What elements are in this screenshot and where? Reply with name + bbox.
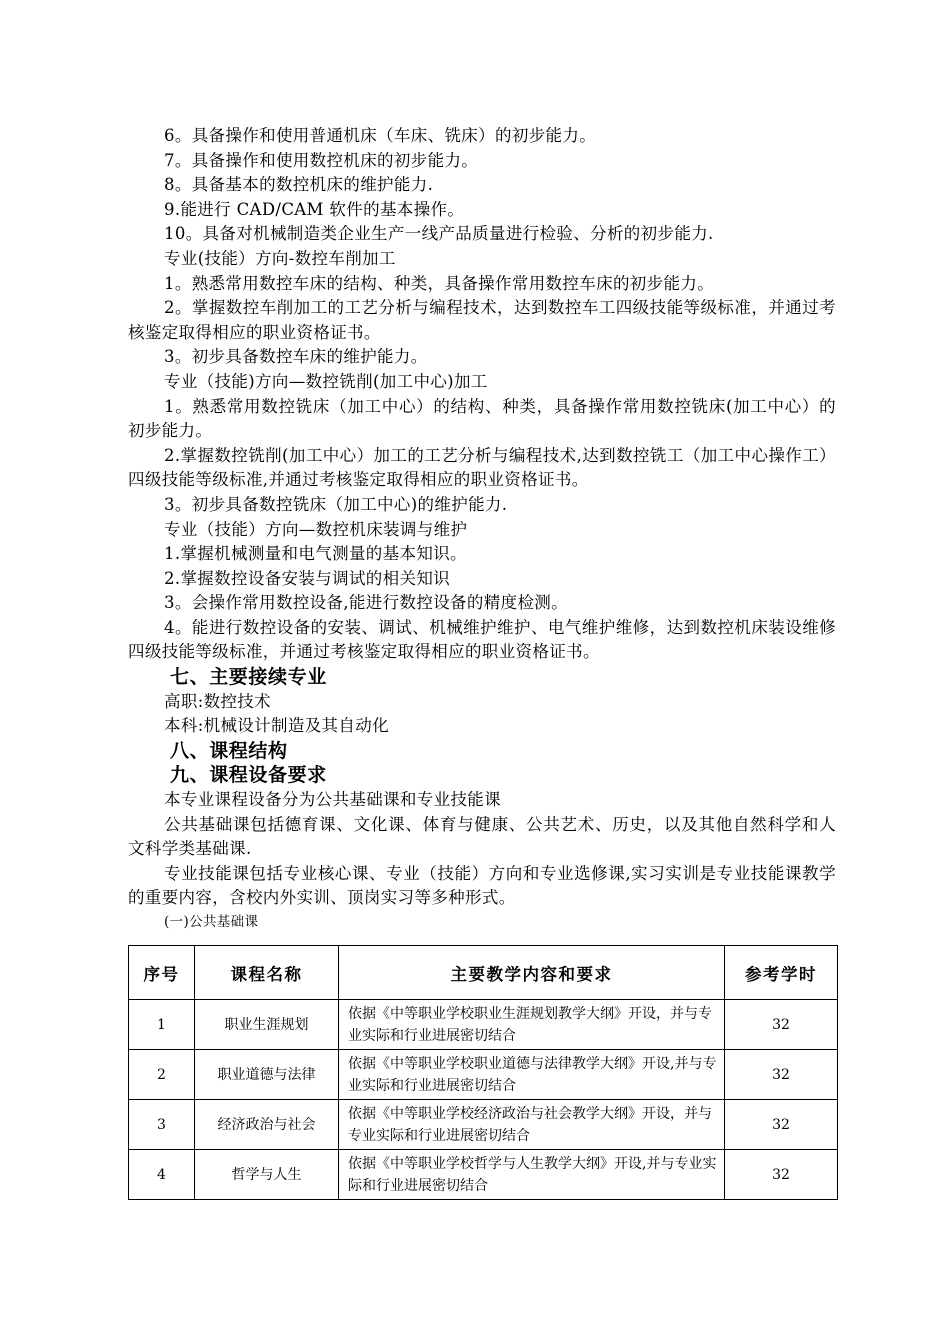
subheading: 专业(技能）方向-数控车削加工	[164, 248, 396, 268]
section-8-heading: 八、课程结构	[170, 739, 288, 762]
cell-course-name: 职业道德与法律	[195, 1050, 339, 1100]
table-row	[129, 1150, 838, 1200]
cell-course-name: 职业生涯规划	[195, 1000, 339, 1050]
cell-content: 依据《中等职业学校经济政治与社会教学大纲》开设，并与专业实际和行业进展密切结合	[339, 1100, 725, 1150]
paragraph: 2.掌握数控设备安装与调试的相关知识	[164, 568, 451, 588]
cell-no: 4	[129, 1150, 195, 1200]
cell-no: 1	[129, 1000, 195, 1050]
paragraph: 2。掌握数控车削加工的工艺分析与编程技术，达到数控车工四级技能等级标准，并通过考核鉴定取得相应的职业资格证书。	[128, 298, 836, 342]
subheading: 专业（技能）方向—数控机床装调与维护	[164, 519, 468, 539]
paragraph: 10。具备对机械制造类企业生产一线产品质量进行检验、分析的初步能力.	[164, 224, 714, 244]
paragraph: 3。初步具备数控铣床（加工中心)的维护能力.	[164, 494, 508, 514]
table-row	[129, 1100, 838, 1150]
table-row	[129, 1000, 838, 1050]
cell-hours: 32	[725, 1150, 838, 1200]
document-body	[128, 124, 836, 933]
cell-content: 依据《中等职业学校职业道德与法律教学大纲》开设,并与专业实际和行业进展密切结合	[339, 1050, 725, 1100]
cell-content: 依据《中等职业学校哲学与人生教学大纲》开设,并与专业实际和行业进展密切结合	[339, 1150, 725, 1200]
paragraph: 1。熟悉常用数控车床的结构、种类，具备操作常用数控车床的初步能力。	[164, 273, 715, 293]
cell-no: 3	[129, 1100, 195, 1150]
cell-no: 2	[129, 1050, 195, 1100]
paragraph: 9.能进行 CAD/CAM 软件的基本操作。	[164, 199, 465, 219]
table-header-row	[129, 946, 838, 1000]
table-caption: (一)公共基础课	[164, 914, 259, 930]
section-7-item: 高职:数控技术	[164, 691, 272, 711]
section-7-heading: 七、主要接续专业	[170, 666, 327, 689]
paragraph: 3。会操作常用数控设备,能进行数控设备的精度检测。	[164, 593, 568, 613]
paragraph: 1.掌握机械测量和电气测量的基本知识。	[164, 544, 467, 564]
section-9-paragraph: 专业技能课包括专业核心课、专业（技能）方向和专业选修课,实习实训是专业技能课教学的重要内容，含校内外实训、顶岗实习等多种形式。	[128, 863, 836, 908]
subheading: 专业（技能)方向—数控铣削(加工中心)加工	[164, 371, 488, 391]
paragraph: 7。具备操作和使用数控机床的初步能力。	[164, 150, 479, 170]
section-9-heading: 九、课程设备要求	[170, 764, 327, 787]
paragraph: 6。具备操作和使用普通机床（车床、铣床）的初步能力。	[164, 126, 597, 145]
paragraph: 1。熟悉常用数控铣床（加工中心）的结构、种类，具备操作常用数控铣床(加工中心）的初步能力。	[128, 396, 836, 441]
cell-course-name: 经济政治与社会	[195, 1100, 339, 1150]
header-hours: 参考学时	[725, 946, 838, 1000]
paragraph: 2.掌握数控铣削(加工中心）加工的工艺分析与编程技术,达到数控铣工（加工中心操作工）四级技能等级标准,并通过考核鉴定取得相应的职业资格证书。	[128, 445, 836, 490]
cell-content: 依据《中等职业学校职业生涯规划教学大纲》开设，并与专业实际和行业进展密切结合	[339, 1000, 725, 1050]
section-7-item: 本科:机械设计制造及其自动化	[164, 716, 389, 736]
course-table	[128, 945, 838, 1200]
cell-hours: 32	[725, 1050, 838, 1100]
cell-hours: 32	[725, 1100, 838, 1150]
cell-course-name: 哲学与人生	[195, 1150, 339, 1200]
paragraph: 8。具备基本的数控机床的维护能力.	[164, 175, 434, 195]
header-content: 主要教学内容和要求	[339, 946, 725, 1000]
cell-hours: 32	[725, 1000, 838, 1050]
table-row	[129, 1050, 838, 1100]
section-9-paragraph: 本专业课程设备分为公共基础课和专业技能课	[164, 790, 501, 810]
paragraph: 3。初步具备数控车床的维护能力。	[164, 347, 428, 367]
header-no: 序号	[129, 946, 195, 1000]
section-9-paragraph: 公共基础课包括德育课、文化课、体育与健康、公共艺术、历史，以及其他自然科学和人文科学类基础课.	[128, 814, 836, 859]
paragraph: 4。能进行数控设备的安装、调试、机械维护维护、电气维护维修，达到数控机床装设维修四级技能等级标准，并通过考核鉴定取得相应的职业资格证书。	[128, 617, 836, 662]
header-course-name: 课程名称	[195, 946, 339, 1000]
